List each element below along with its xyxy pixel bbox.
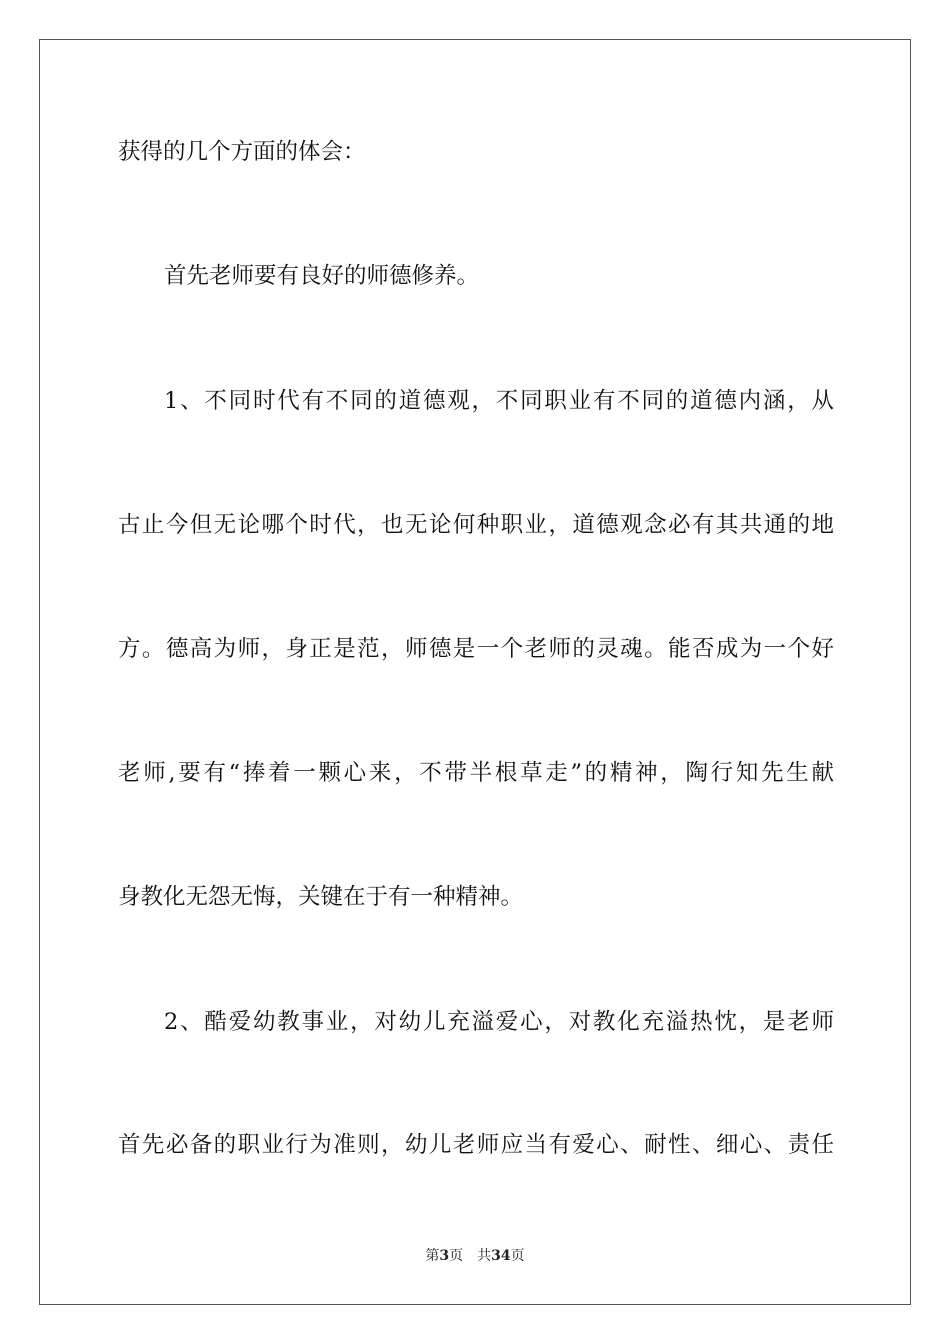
text-line-9: 首先必备的职业行为准则，幼儿老师应当有爱心、耐性、细心、责任 bbox=[118, 1132, 834, 1158]
footer-page-prefix: 第 bbox=[425, 1248, 440, 1264]
footer-total-pages: 34 bbox=[491, 1248, 511, 1264]
footer-total-prefix: 共 bbox=[477, 1248, 492, 1264]
footer-page-number: 3 bbox=[439, 1248, 450, 1264]
text-line-2: 首先老师要有良好的师德修养。 bbox=[164, 263, 480, 289]
page-footer bbox=[0, 1247, 950, 1265]
text-line-5: 方。德高为师，身正是范，师德是一个老师的灵魂。能否成为一个好 bbox=[118, 636, 834, 662]
text-line-4: 古止今但无论哪个时代，也无论何种职业，道德观念必有其共通的地 bbox=[118, 512, 834, 538]
footer-total-suffix: 页 bbox=[510, 1248, 525, 1264]
text-line-6: 老师,要有“捧着一颗心来，不带半根草走”的精神，陶行知先生献 bbox=[118, 760, 834, 786]
text-line-1: 获得的几个方面的体会： bbox=[118, 139, 366, 165]
text-line-8: 2、酷爱幼教事业，对幼儿充溢爱心，对教化充溢热忱，是老师 bbox=[164, 1009, 834, 1035]
text-line-3: 1、不同时代有不同的道德观，不同职业有不同的道德内涵，从 bbox=[164, 388, 834, 414]
text-line-7: 身教化无怨无悔，关键在于有一种精神。 bbox=[118, 884, 524, 910]
footer-page-suffix: 页 bbox=[449, 1248, 464, 1264]
page-border bbox=[39, 39, 911, 1305]
